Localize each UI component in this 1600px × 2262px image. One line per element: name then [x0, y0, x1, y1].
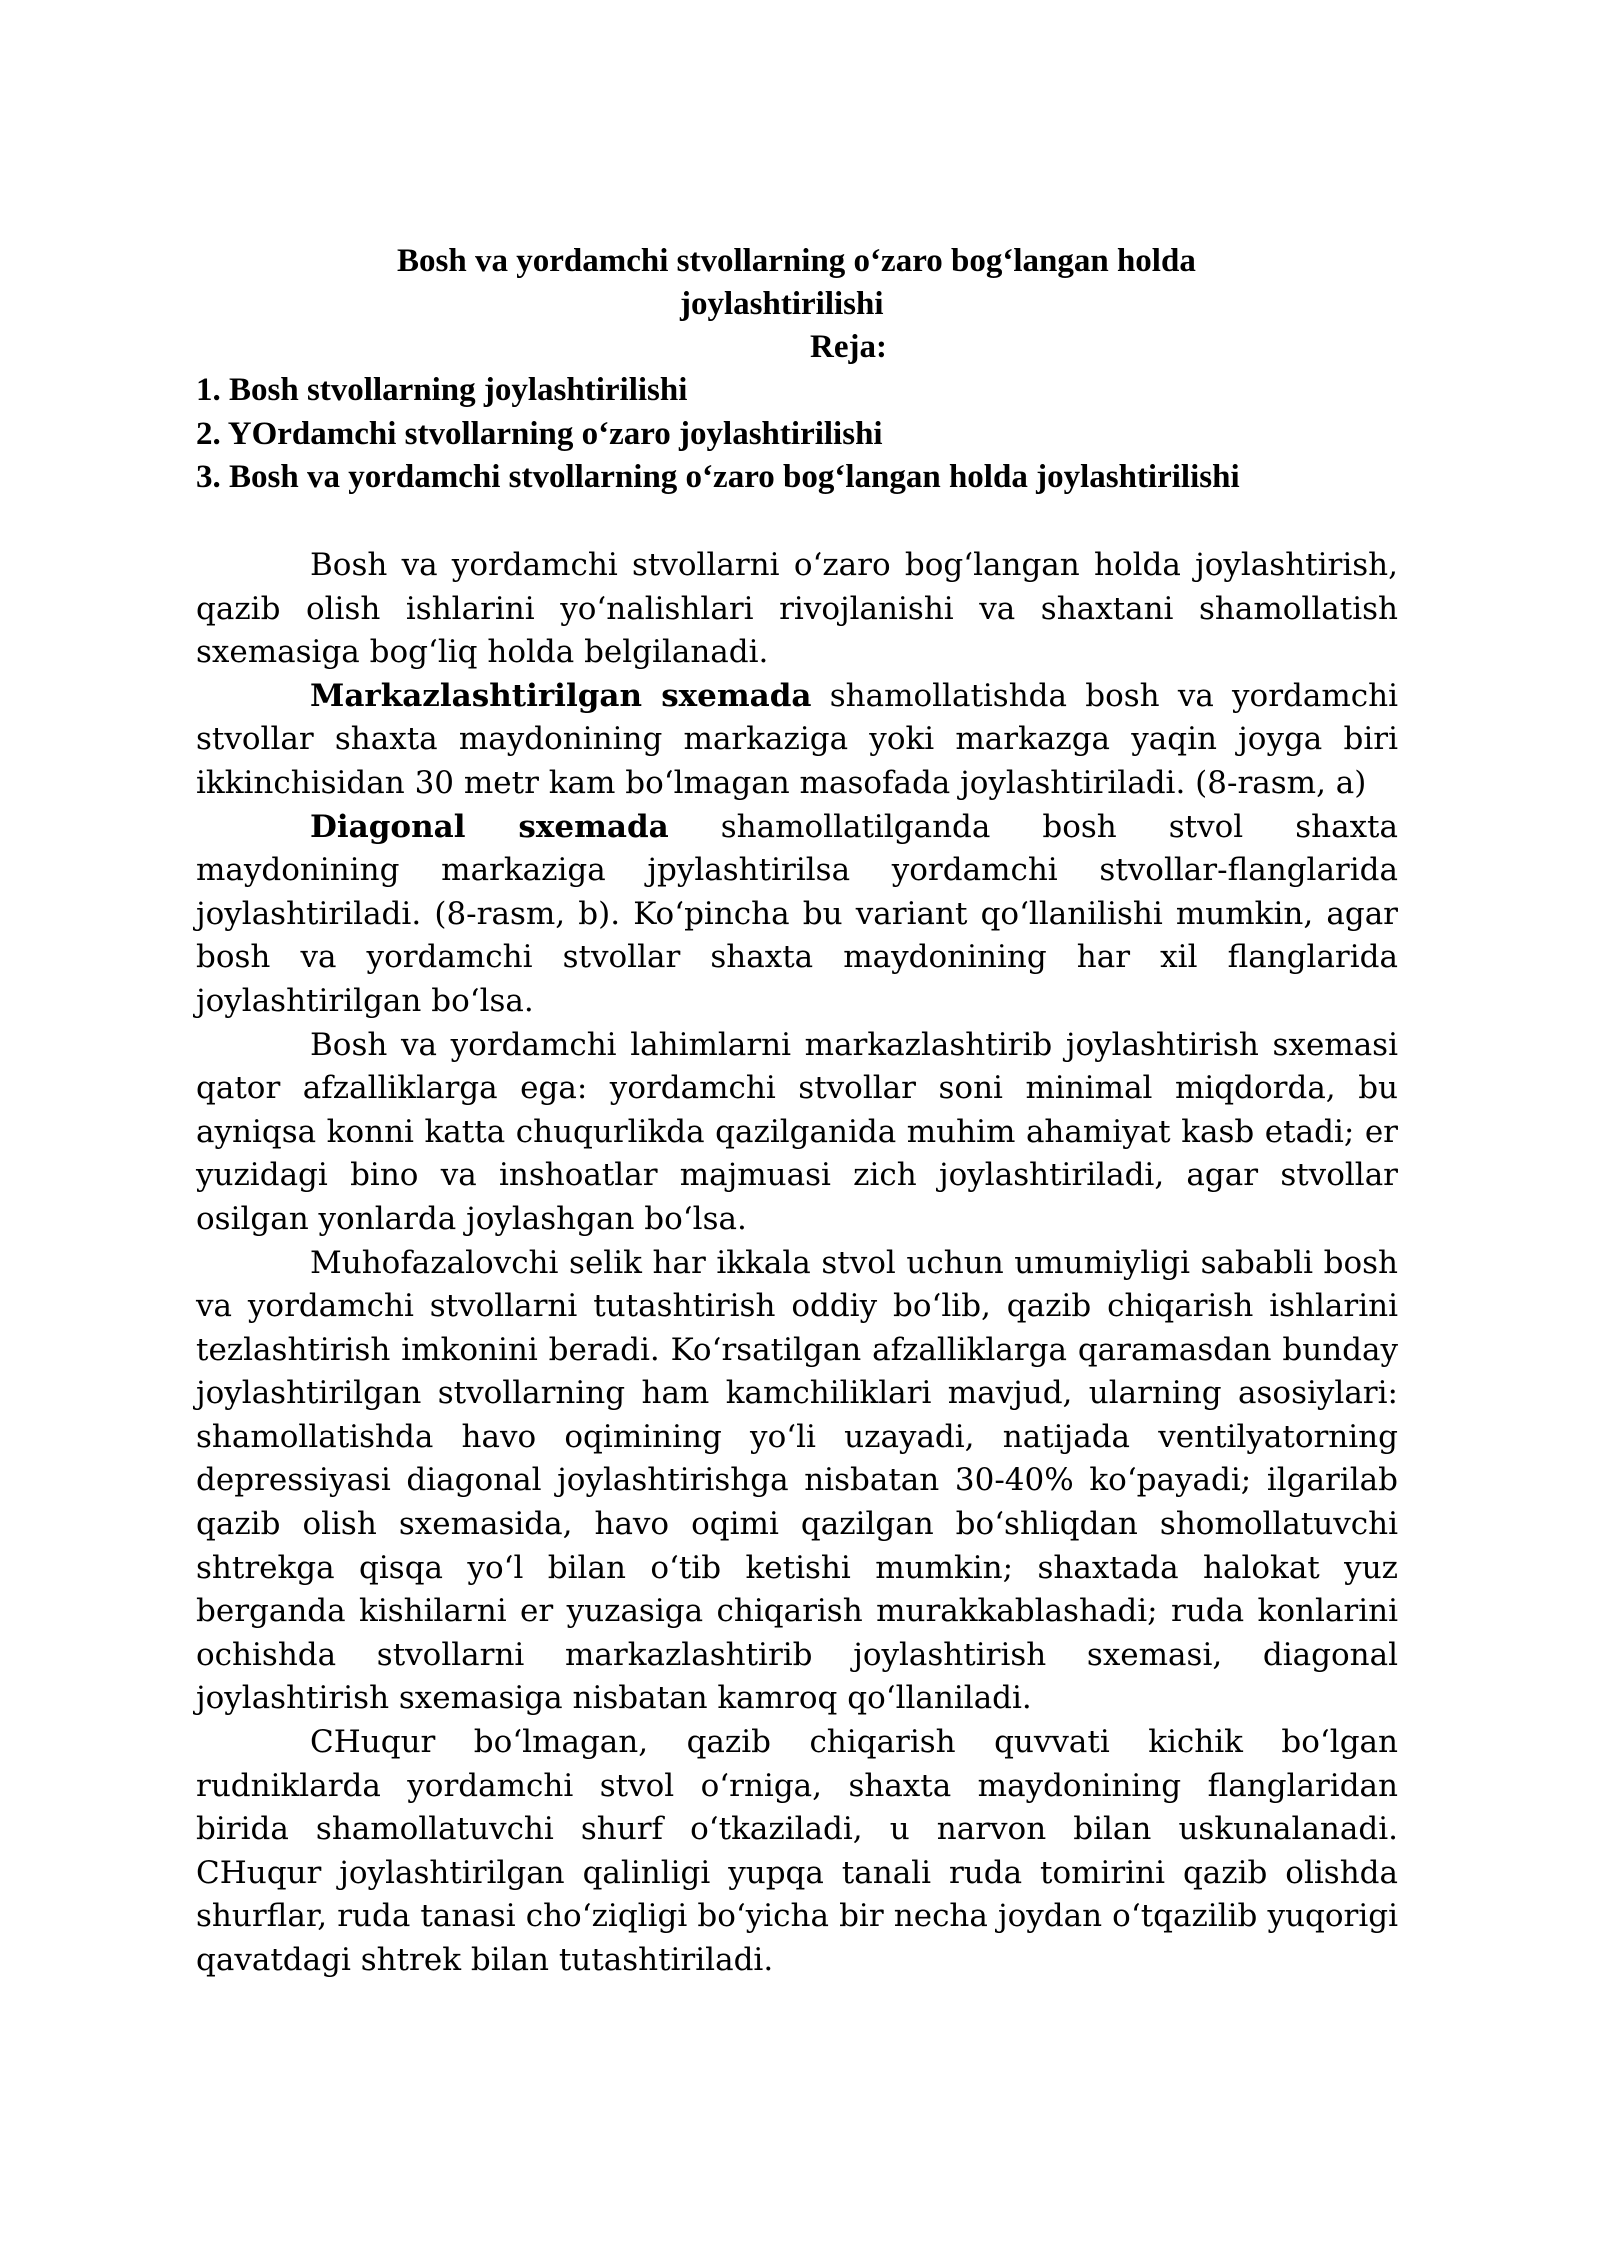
document-title-line-2: joylashtirilishi [680, 286, 884, 322]
paragraph-text: shamollatishda bosh va yordamchi stvollar shaxta maydonining markaziga yoki markazga yaqin joyga biri ikkinchisidan 30 metr kam bo‘lmagan masofada joylashtiriladi. (8-rasm, a) [196, 677, 1398, 801]
paragraph-lead: Diagonal sxemada [310, 808, 669, 845]
paragraph-text: Bosh va yordamchi stvollarni o‘zaro bog‘langan holda joylashtirish, qazib olish ishlarini yo‘nalishlari rivojlanishi va shaxtani shamollatish sxemasiga bog‘liq holda belgilanadi. [196, 547, 1398, 671]
plan-item: 3. Bosh va yordamchi stvollarning o‘zaro bog‘langan holda joylashtirilishi [196, 459, 1240, 495]
paragraph [196, 806, 1398, 1024]
paragraph [196, 544, 1398, 675]
paragraph [196, 1721, 1398, 1983]
paragraph [196, 1024, 1398, 1242]
plan-list [196, 369, 1240, 500]
paragraph-text: Bosh va yordamchi lahimlarni markazlashtirib joylashtirish sxemasi qator afzalliklarga ega: yordamchi stvollar soni minimal miqdorda, bu ayniqsa konni katta chuqurlikda qazilganida muhim ahamiyat kasb etadi; er yuzidagi bino va inshoatlar majmuasi zich joylashtiriladi, agar stvollar osilgan yonlarda joylashgan bo‘lsa. [196, 1026, 1398, 1237]
paragraph [196, 675, 1398, 806]
paragraph-text: shamollatilganda bosh stvol shaxta maydonining markaziga jpylashtirilsa yordamchi stvollar-flanglarida joylashtiriladi. (8-rasm, b). Ko‘pincha bu variant qo‘llanilishi mumkin, agar bosh va yordamchi stvollar shaxta maydonining har xil flanglarida joylashtirilgan bo‘lsa. [196, 808, 1398, 1019]
plan-heading: Reja: [810, 329, 887, 365]
paragraph-text: Muhofazalovchi selik har ikkala stvol uchun umumiyligi sababli bosh va yordamchi stvollarni tutashtirish oddiy bo‘lib, qazib chiqarish ishlarini tezlashtirish imkonini beradi. Ko‘rsatilgan afzalliklarga qaramasdan bunday joylashtirilgan stvollarning ham kamchiliklari mavjud, ularning asosiylari: shamollatishda havo oqimining yo‘li uzayadi, natijada ventilyatorning depressiyasi diagonal joylashtirishga nisbatan 30-40% ko‘payadi; ilgarilab qazib olish sxemasida, havo oqimi qazilgan bo‘shliqdan shomollatuvchi shtrekga qisqa yo‘l bilan o‘tib ketishi mumkin; shaxtada halokat yuz berganda kishilarni er yuzasiga chiqarish murakkablashadi; ruda konlarini ochishda stvollarni markazlashtirib joylashtirish sxemasi, diagonal joylashtirish sxemasiga nisbatan kamroq qo‘llaniladi. [196, 1244, 1398, 1717]
paragraph [196, 1242, 1398, 1722]
plan-item: 2. YOrdamchi stvollarning o‘zaro joylashtirilishi [196, 415, 883, 452]
document-body [196, 544, 1398, 1983]
paragraph-lead: Markazlashtirilgan sxemada [310, 677, 812, 714]
document-title-line-1: Bosh va yordamchi stvollarning o‘zaro bog‘langan holda [397, 243, 1196, 279]
paragraph-text: CHuqur bo‘lmagan, qazib chiqarish quvvati kichik bo‘lgan rudniklarda yordamchi stvol o‘rniga, shaxta maydonining flanglaridan birida shamollatuvchi shurf o‘tkaziladi, u narvon bilan uskunalanadi. CHuqur joylashtirilgan qalinligi yupqa tanali ruda tomirini qazib olishda shurflar, ruda tanasi cho‘ziqligi bo‘yicha bir necha joydan o‘tqazilib yuqorigi qavatdagi shtrek bilan tutashtiriladi. [196, 1724, 1398, 1978]
plan-item: 1. Bosh stvollarning joylashtirilishi [196, 372, 688, 408]
